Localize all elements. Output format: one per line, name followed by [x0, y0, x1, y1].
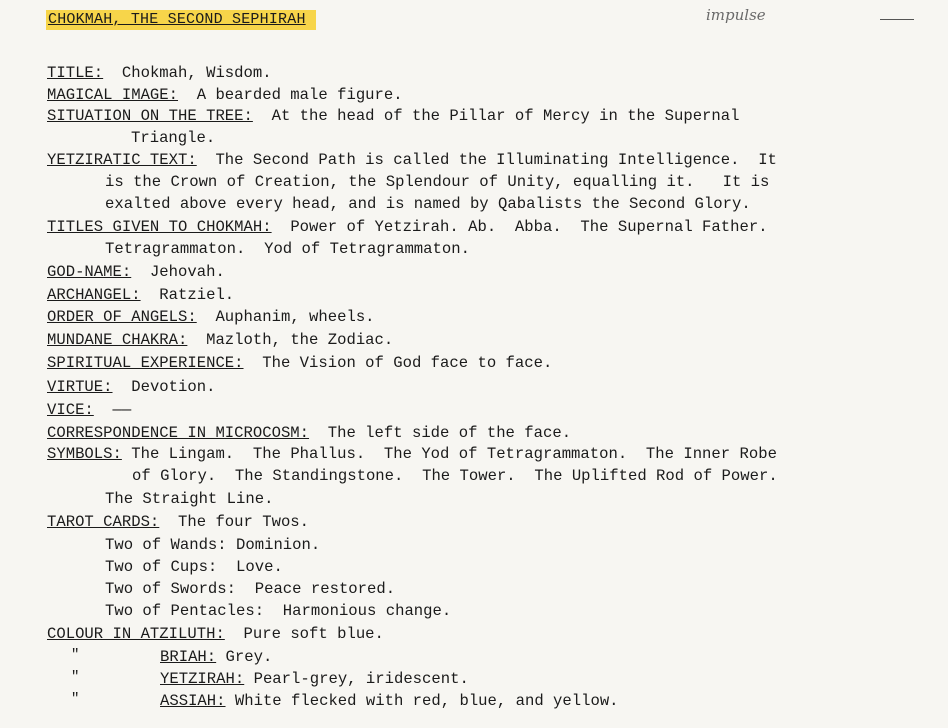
colour-row-yetzirah — [160, 668, 469, 690]
entry-god-name — [47, 261, 225, 283]
entry-label: VICE: — [47, 401, 94, 419]
entry-label: CORRESPONDENCE IN MICROCOSM: — [47, 424, 310, 442]
entry-symbols — [47, 443, 777, 465]
entry-title — [47, 62, 272, 84]
entry-text: Pearl-grey, iridescent. — [253, 670, 469, 688]
handwritten-dash — [880, 19, 914, 20]
entry-spiritual-experience — [47, 352, 552, 374]
entry-label: ARCHANGEL: — [47, 286, 141, 304]
entry-continuation: exalted above every head, and is named by Qabalists the Second Glory. — [105, 195, 751, 213]
entry-mundane-chakra — [47, 329, 393, 351]
entry-situation — [47, 105, 739, 127]
entry-label: SPIRITUAL EXPERIENCE: — [47, 354, 244, 372]
entry-label: COLOUR IN ATZILUTH: — [47, 625, 225, 643]
entry-text: —— — [112, 401, 132, 419]
entry-label: VIRTUE: — [47, 378, 113, 396]
entry-text: The Second Path is called the Illuminating Intelligence. It — [215, 151, 777, 169]
entry-continuation: Tetragrammaton. Yod of Tetragrammaton. — [105, 240, 470, 258]
entry-text: The Vision of God face to face. — [262, 354, 553, 372]
entry-text: Jehovah. — [149, 263, 225, 281]
entry-tarot-cards — [47, 511, 309, 533]
entry-colour-atziluth — [47, 623, 384, 645]
handwritten-annotation: impulse — [706, 6, 766, 24]
tarot-item: Two of Swords: Peace restored. — [105, 580, 396, 598]
entry-text: The four Twos. — [178, 513, 310, 531]
entry-text: Ratziel. — [159, 286, 235, 304]
entry-text: White flecked with red, blue, and yellow. — [234, 692, 619, 710]
entry-magical-image — [47, 84, 403, 106]
ditto-mark: " — [71, 647, 80, 663]
entry-label: TAROT CARDS: — [47, 513, 160, 531]
tarot-item: Two of Cups: Love. — [105, 558, 283, 576]
entry-label: YETZIRAH: — [160, 670, 245, 688]
entry-label: TITLE: — [47, 64, 104, 82]
entry-text: Grey. — [225, 648, 273, 666]
entry-text: The left side of the face. — [327, 424, 572, 442]
entry-virtue — [47, 376, 215, 398]
entry-text: Auphanim, wheels. — [215, 308, 375, 326]
entry-continuation: Triangle. — [131, 129, 216, 147]
entry-label: TITLES GIVEN TO CHOKMAH: — [47, 218, 272, 236]
entry-yetziratic-text — [47, 149, 777, 171]
entry-label: BRIAH: — [160, 648, 217, 666]
entry-archangel — [47, 284, 234, 306]
entry-text: Power of Yetzirah. Ab. Abba. The Supernal Father. — [290, 218, 768, 236]
tarot-item: Two of Wands: Dominion. — [105, 536, 321, 554]
entry-text: A bearded male figure. — [196, 86, 403, 104]
entry-text: Pure soft blue. — [243, 625, 384, 643]
entry-titles-given — [47, 216, 768, 238]
entry-text: At the head of the Pillar of Mercy in the Supernal — [271, 107, 740, 125]
entry-label: SYMBOLS: — [47, 445, 122, 463]
entry-label: MAGICAL IMAGE: — [47, 86, 179, 104]
colour-row-assiah — [160, 690, 619, 712]
tarot-item: Two of Pentacles: Harmonious change. — [105, 602, 452, 620]
entry-label: ORDER OF ANGELS: — [47, 308, 197, 326]
entry-order-of-angels — [47, 306, 375, 328]
entry-text: Chokmah, Wisdom. — [121, 64, 272, 82]
entry-label: SITUATION ON THE TREE: — [47, 107, 253, 125]
entry-continuation: The Straight Line. — [105, 490, 274, 508]
entry-text: Mazloth, the Zodiac. — [206, 331, 394, 349]
entry-correspondence — [47, 422, 571, 444]
entry-text: Devotion. — [131, 378, 216, 396]
entry-continuation: of Glory. The Standingstone. The Tower. The Uplifted Rod of Power. — [132, 467, 778, 485]
entry-vice — [47, 399, 131, 421]
colour-row-briah — [160, 646, 272, 668]
entry-label: YETZIRATIC TEXT: — [47, 151, 197, 169]
entry-label: MUNDANE CHAKRA: — [47, 331, 188, 349]
ditto-mark: " — [71, 669, 80, 685]
entry-label: GOD-NAME: — [47, 263, 132, 281]
ditto-mark: " — [71, 691, 80, 707]
entry-label: ASSIAH: — [160, 692, 226, 710]
entry-continuation: is the Crown of Creation, the Splendour of Unity, equalling it. It is — [105, 173, 770, 191]
entry-text: The Lingam. The Phallus. The Yod of Tetragrammaton. The Inner Robe — [131, 445, 777, 463]
page-title: CHOKMAH, THE SECOND SEPHIRAH — [46, 10, 316, 30]
